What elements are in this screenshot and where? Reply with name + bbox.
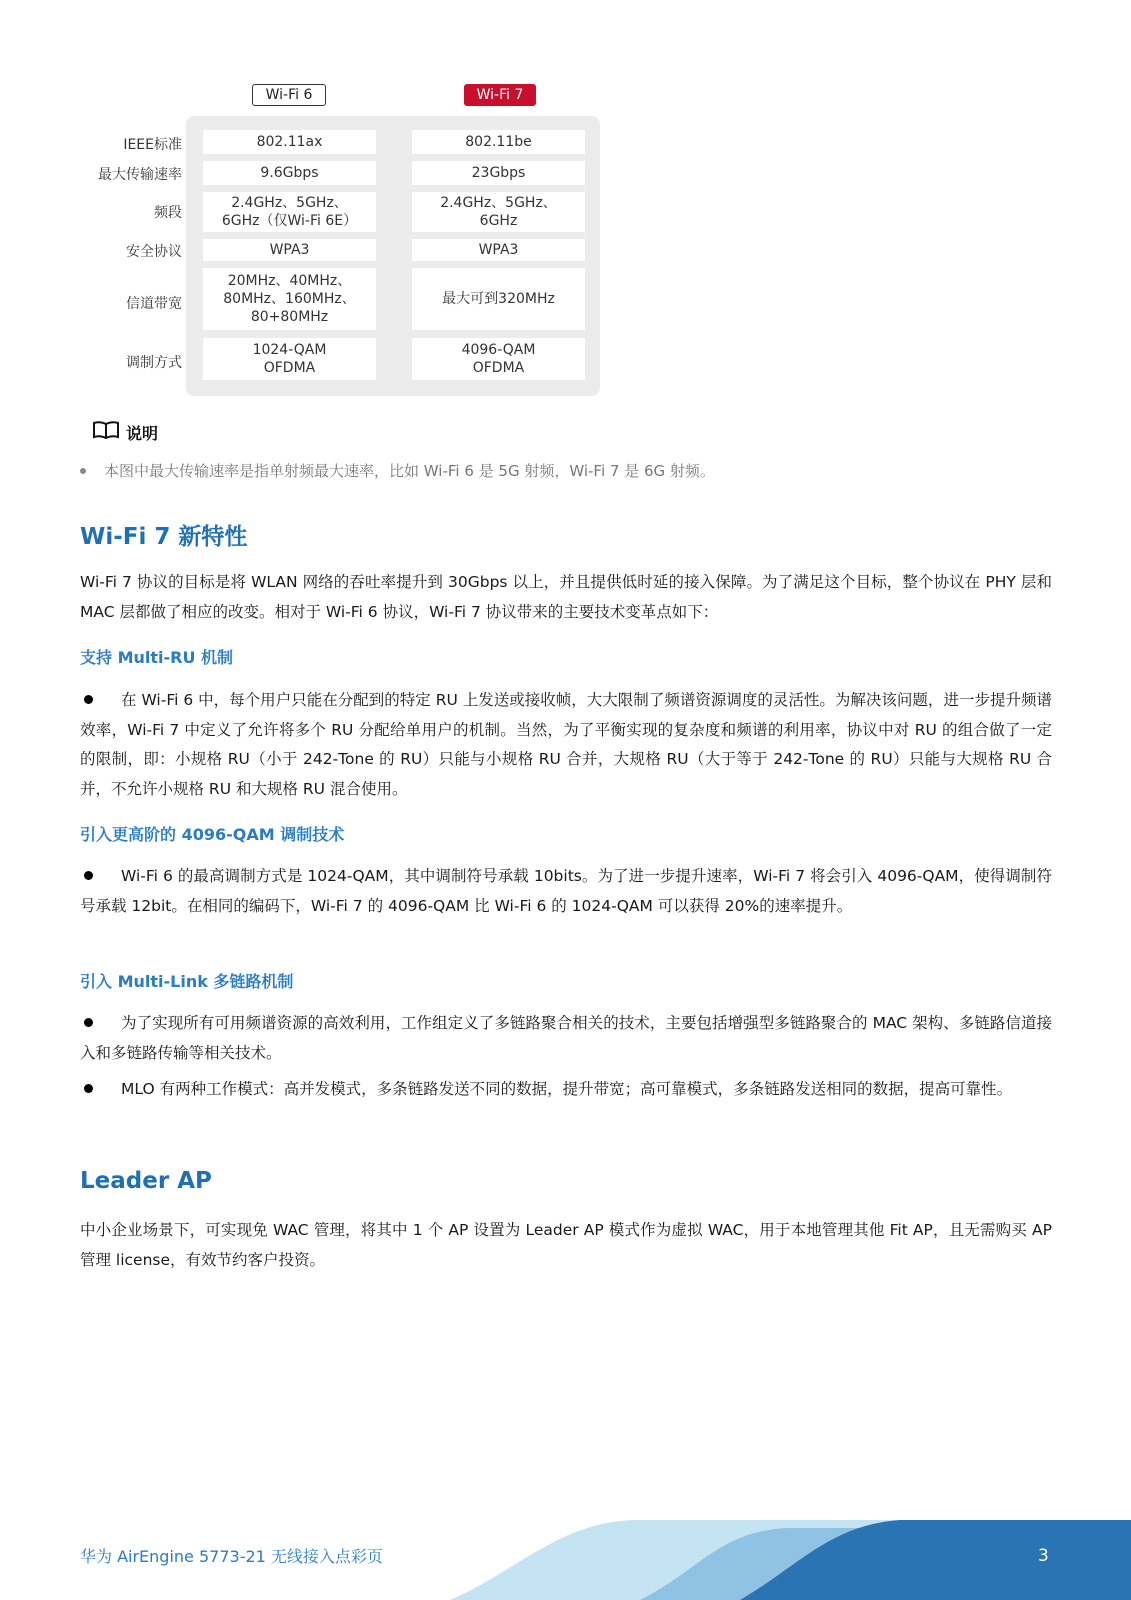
row-label-bandwidth: 信道带宽	[126, 296, 182, 312]
wifi7-header: Wi-Fi 7	[464, 84, 536, 106]
bullet-text: MLO 有两种工作模式：高并发模式，多条链路发送不同的数据，提升带宽；高可靠模式，多条链路发送相同的数据，提高可靠性。	[121, 1080, 1013, 1098]
cell-wifi7-modulation: 4096-QAM OFDMA	[412, 338, 585, 380]
note-item	[80, 460, 715, 481]
cell-wifi7-max-rate: 23Gbps	[412, 161, 585, 185]
footer-title: 华为 AirEngine 5773-21 无线接入点彩页	[80, 1547, 383, 1566]
subheading-4096qam: 引入更高阶的 4096-QAM 调制技术	[80, 825, 345, 844]
bullet-multi-link-2	[80, 1075, 1052, 1105]
cell-wifi6-modulation: 1024-QAM OFDMA	[203, 338, 376, 380]
bullet-dot	[84, 871, 93, 880]
cell-wifi6-bandwidth: 20MHz、40MHz、 80MHz、160MHz、 80+80MHz	[203, 268, 376, 330]
row-label-security: 安全协议	[126, 244, 182, 260]
bullet-dot	[84, 1018, 93, 1027]
cell-wifi7-standard: 802.11be	[412, 130, 585, 154]
row-label-standard: IEEE标准	[123, 137, 182, 153]
cell-wifi7-band: 2.4GHz、5GHz、 6GHz	[412, 192, 585, 232]
bullet-dot	[84, 695, 93, 704]
bullet-dot	[84, 1084, 93, 1093]
cell-wifi6-max-rate: 9.6Gbps	[203, 161, 376, 185]
section-intro: Wi-Fi 7 协议的目标是将 WLAN 网络的吞吐率提升到 30Gbps 以上，并且提供低时延的接入保障。为了满足这个目标，整个协议在 PHY 层和 MAC 层都做了相应的改变。相对于 Wi-Fi 6 协议，Wi-Fi 7 协议带来的主要技术变革点如下：	[80, 573, 1052, 621]
bullet-text: 在 Wi-Fi 6 中，每个用户只能在分配到的特定 RU 上发送或接收帧，大大限制了频谱资源调度的灵活性。为解决该问题，进一步提升频谱效率，Wi-Fi 7 中定义了允许将多个 RU 分配给单用户的机制。当然，为了平衡实现的复杂度和频谱的利用率，协议中对 RU 的组合做了一定的限制，即：小规格 RU（小于 242-Tone 的 RU）只能与小规格 RU 合并，大规格 RU（大于等于 242-Tone 的 RU）只能与大规格 RU 合并，不允许小规格 RU 和大规格 RU 混合使用。	[80, 691, 1052, 798]
bullet-4096qam	[80, 862, 1052, 921]
note-header	[92, 420, 158, 444]
subheading-multi-link: 引入 Multi-Link 多链路机制	[80, 972, 294, 991]
subheading-multi-ru: 支持 Multi-RU 机制	[80, 648, 234, 667]
bullet-dot	[80, 468, 86, 474]
note-text: 本图中最大传输速率是指单射频最大速率，比如 Wi-Fi 6 是 5G 射频，Wi-Fi 7 是 6G 射频。	[104, 462, 715, 480]
bullet-text: Wi-Fi 6 的最高调制方式是 1024-QAM，其中调制符号承载 10bits。为了进一步提升速率，Wi-Fi 7 将会引入 4096-QAM，使得调制符号承载 12bit。在相同的编码下，Wi-Fi 7 的 4096-QAM 比 Wi-Fi 6 的 1024-QAM 可以获得 20%的速率提升。	[80, 867, 1052, 915]
page-number: 3	[1038, 1546, 1049, 1566]
section-title-leader-ap: Leader AP	[80, 1168, 212, 1194]
row-label-modulation: 调制方式	[126, 355, 182, 371]
cell-wifi7-security: WPA3	[412, 239, 585, 261]
cell-wifi6-security: WPA3	[203, 239, 376, 261]
book-icon	[92, 420, 120, 444]
cell-wifi7-bandwidth: 最大可到320MHz	[412, 268, 585, 330]
bullet-text: 为了实现所有可用频谱资源的高效利用，工作组定义了多链路聚合相关的技术，主要包括增强型多链路聚合的 MAC 架构、多链路信道接入和多链路传输等相关技术。	[80, 1014, 1052, 1062]
bullet-multi-ru	[80, 686, 1052, 804]
row-label-band: 频段	[154, 205, 182, 221]
note-title: 说明	[126, 423, 159, 443]
cell-wifi6-standard: 802.11ax	[203, 130, 376, 154]
cell-wifi6-band: 2.4GHz、5GHz、 6GHz（仅Wi-Fi 6E）	[203, 192, 376, 232]
leader-ap-text: 中小企业场景下，可实现免 WAC 管理，将其中 1 个 AP 设置为 Leader AP 模式作为虚拟 WAC，用于本地管理其他 Fit AP，且无需购买 AP 管理 license，有效节约客户投资。	[80, 1221, 1052, 1269]
row-label-max-rate: 最大传输速率	[98, 167, 182, 183]
section-title-wifi7: Wi-Fi 7 新特性	[80, 524, 248, 550]
bullet-multi-link-1	[80, 1009, 1052, 1068]
wifi6-header: Wi-Fi 6	[252, 84, 326, 106]
